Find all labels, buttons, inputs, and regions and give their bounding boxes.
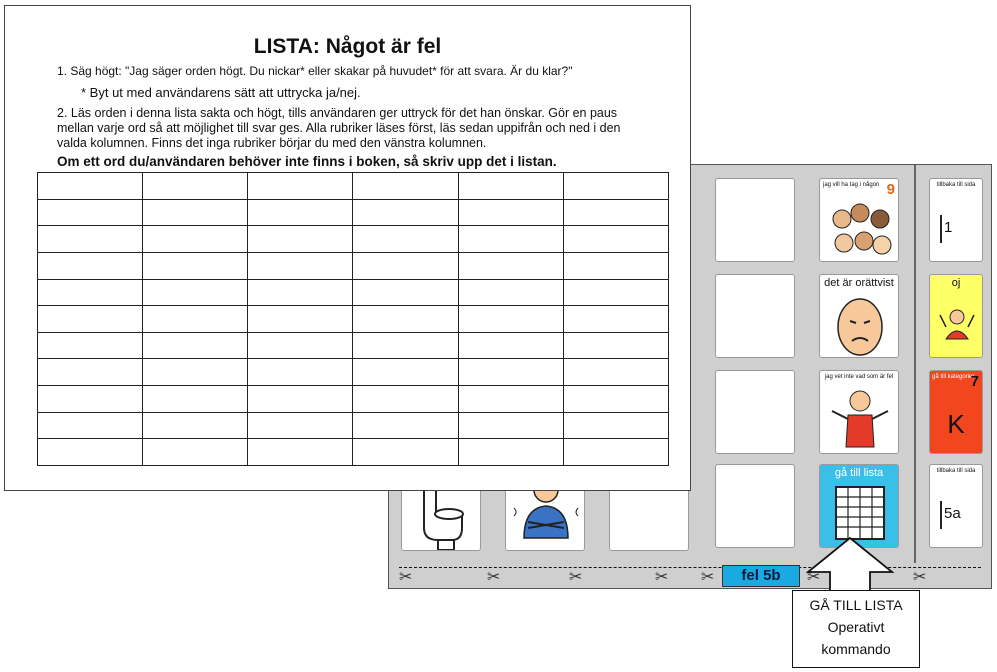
blank-cell[interactable] bbox=[715, 370, 795, 454]
callout-arrow-icon bbox=[806, 536, 896, 592]
table-cell[interactable] bbox=[458, 199, 563, 226]
table-cell[interactable] bbox=[458, 226, 563, 253]
cell-label: gå till kategorier bbox=[932, 374, 975, 380]
table-cell[interactable] bbox=[143, 173, 248, 200]
scissors-icon: ✂ bbox=[569, 569, 583, 586]
table-cell[interactable] bbox=[458, 306, 563, 333]
table-cell[interactable] bbox=[38, 252, 143, 279]
table-row bbox=[38, 226, 669, 253]
blank-cell[interactable] bbox=[715, 274, 795, 358]
table-cell[interactable] bbox=[143, 306, 248, 333]
table-cell[interactable] bbox=[38, 226, 143, 253]
table-cell[interactable] bbox=[143, 226, 248, 253]
back-page-value: 1 bbox=[944, 219, 953, 236]
page-title: LISTA: Något är fel bbox=[253, 35, 442, 58]
table-cell[interactable] bbox=[248, 332, 353, 359]
callout-line-2: Operativt bbox=[827, 619, 885, 635]
scissors-icon: ✂ bbox=[487, 569, 501, 586]
table-cell[interactable] bbox=[248, 306, 353, 333]
table-cell[interactable] bbox=[143, 279, 248, 306]
table-cell[interactable] bbox=[143, 412, 248, 439]
table-cell[interactable] bbox=[353, 306, 458, 333]
table-cell[interactable] bbox=[353, 412, 458, 439]
table-row bbox=[38, 412, 669, 439]
table-cell[interactable] bbox=[143, 439, 248, 466]
table-cell[interactable] bbox=[38, 332, 143, 359]
table-cell[interactable] bbox=[563, 173, 668, 200]
table-row bbox=[38, 439, 669, 466]
back-page-value: 5a bbox=[944, 505, 961, 522]
table-cell[interactable] bbox=[563, 439, 668, 466]
table-cell[interactable] bbox=[563, 199, 668, 226]
cell-label: det är orättvist bbox=[824, 277, 894, 289]
side-back-1[interactable] bbox=[929, 178, 983, 262]
table-cell[interactable] bbox=[38, 199, 143, 226]
cell-label: jag vill ha tag i någon bbox=[823, 182, 880, 188]
table-cell[interactable] bbox=[38, 359, 143, 386]
instruction-1: 1. Säg högt: "Jag säger orden högt. Du nickar* eller skakar på huvudet* för att svara. Är du klar?" bbox=[57, 64, 573, 78]
table-row bbox=[38, 359, 669, 386]
table-cell[interactable] bbox=[248, 226, 353, 253]
table-row bbox=[38, 386, 669, 413]
table-cell[interactable] bbox=[143, 252, 248, 279]
table-cell[interactable] bbox=[563, 306, 668, 333]
table-cell[interactable] bbox=[143, 359, 248, 386]
table-cell[interactable] bbox=[143, 332, 248, 359]
table-cell[interactable] bbox=[563, 252, 668, 279]
table-row bbox=[38, 199, 669, 226]
table-row bbox=[38, 332, 669, 359]
table-cell[interactable] bbox=[563, 226, 668, 253]
table-cell[interactable] bbox=[248, 412, 353, 439]
table-cell[interactable] bbox=[353, 199, 458, 226]
callout-line-1: GÅ TILL LISTA bbox=[809, 597, 903, 613]
page-number: 9 bbox=[886, 181, 895, 198]
page-number: 7 bbox=[970, 373, 979, 390]
cell-label: tillbaka till sida bbox=[936, 468, 976, 474]
list-sheet bbox=[4, 5, 691, 491]
cell-label: jag vet inte vad som är fel bbox=[824, 374, 894, 380]
scissors-icon: ✂ bbox=[807, 569, 821, 586]
table-cell[interactable] bbox=[458, 252, 563, 279]
side-back-5a[interactable] bbox=[929, 464, 983, 548]
table-cell[interactable] bbox=[353, 252, 458, 279]
table-cell[interactable] bbox=[458, 359, 563, 386]
table-cell[interactable] bbox=[248, 199, 353, 226]
table-cell[interactable] bbox=[458, 439, 563, 466]
scissors-icon: ✂ bbox=[655, 569, 669, 586]
table-cell[interactable] bbox=[38, 412, 143, 439]
scissors-icon: ✂ bbox=[701, 569, 715, 586]
table-cell[interactable] bbox=[353, 226, 458, 253]
page-tag: fel 5b bbox=[722, 565, 800, 587]
instruction-3: Om ett ord du/användaren behöver inte finns i boken, så skriv upp det i listan. bbox=[57, 154, 557, 169]
table-row bbox=[38, 173, 669, 200]
cell-unfair[interactable] bbox=[819, 274, 899, 358]
instruction-2: 2. Läs orden i denna lista sakta och högt, tills användaren ger uttryck för det han önskar. Gör en paus mellan varje ord så att möjlighet till svar ges. Alla rubriker läses först, läs sedan uppifrån och ned i den valda kolumnen. Finns det inga rubriker börjar du med den vänstra kolumnen. bbox=[57, 106, 621, 150]
table-cell[interactable] bbox=[563, 412, 668, 439]
table-cell[interactable] bbox=[38, 386, 143, 413]
table-row bbox=[38, 252, 669, 279]
cell-label: tillbaka till sida bbox=[936, 182, 976, 188]
table-cell[interactable] bbox=[248, 386, 353, 413]
cell-label: oj bbox=[951, 277, 961, 289]
footnote: * Byt ut med användarens sätt att uttrycka ja/nej. bbox=[81, 85, 361, 100]
table-cell[interactable] bbox=[248, 173, 353, 200]
table-row bbox=[38, 306, 669, 333]
table-cell[interactable] bbox=[458, 279, 563, 306]
table-cell[interactable] bbox=[563, 359, 668, 386]
callout-line-3: kommando bbox=[821, 641, 891, 657]
cell-someone[interactable] bbox=[819, 178, 899, 262]
side-oj[interactable] bbox=[929, 274, 983, 358]
table-cell[interactable] bbox=[563, 332, 668, 359]
table-cell[interactable] bbox=[248, 359, 353, 386]
cell-dont-know[interactable] bbox=[819, 370, 899, 454]
table-cell[interactable] bbox=[353, 332, 458, 359]
scissors-icon: ✂ bbox=[913, 569, 927, 586]
table-cell[interactable] bbox=[458, 412, 563, 439]
table-cell[interactable] bbox=[143, 386, 248, 413]
scissors-icon: ✂ bbox=[399, 569, 413, 586]
table-cell[interactable] bbox=[353, 359, 458, 386]
table-cell[interactable] bbox=[458, 332, 563, 359]
table-cell[interactable] bbox=[248, 252, 353, 279]
table-cell[interactable] bbox=[248, 439, 353, 466]
table-cell[interactable] bbox=[38, 306, 143, 333]
write-in-table bbox=[37, 172, 669, 466]
table-cell[interactable] bbox=[353, 173, 458, 200]
table-cell[interactable] bbox=[353, 386, 458, 413]
table-cell[interactable] bbox=[248, 279, 353, 306]
column-divider bbox=[914, 165, 916, 563]
table-cell[interactable] bbox=[458, 386, 563, 413]
table-cell[interactable] bbox=[458, 173, 563, 200]
blank-cell[interactable] bbox=[715, 464, 795, 548]
blank-cell[interactable] bbox=[715, 178, 795, 262]
table-cell[interactable] bbox=[38, 279, 143, 306]
table-cell[interactable] bbox=[563, 386, 668, 413]
side-categories[interactable] bbox=[929, 370, 983, 454]
table-cell[interactable] bbox=[38, 439, 143, 466]
shrug-icon bbox=[820, 371, 899, 454]
command-callout bbox=[792, 590, 920, 668]
table-row bbox=[38, 279, 669, 306]
table-cell[interactable] bbox=[353, 279, 458, 306]
table-cell[interactable] bbox=[563, 279, 668, 306]
cell-label: gå till lista bbox=[834, 467, 884, 479]
table-cell[interactable] bbox=[353, 439, 458, 466]
table-cell[interactable] bbox=[38, 173, 143, 200]
category-letter: K bbox=[947, 409, 965, 439]
table-cell[interactable] bbox=[143, 199, 248, 226]
